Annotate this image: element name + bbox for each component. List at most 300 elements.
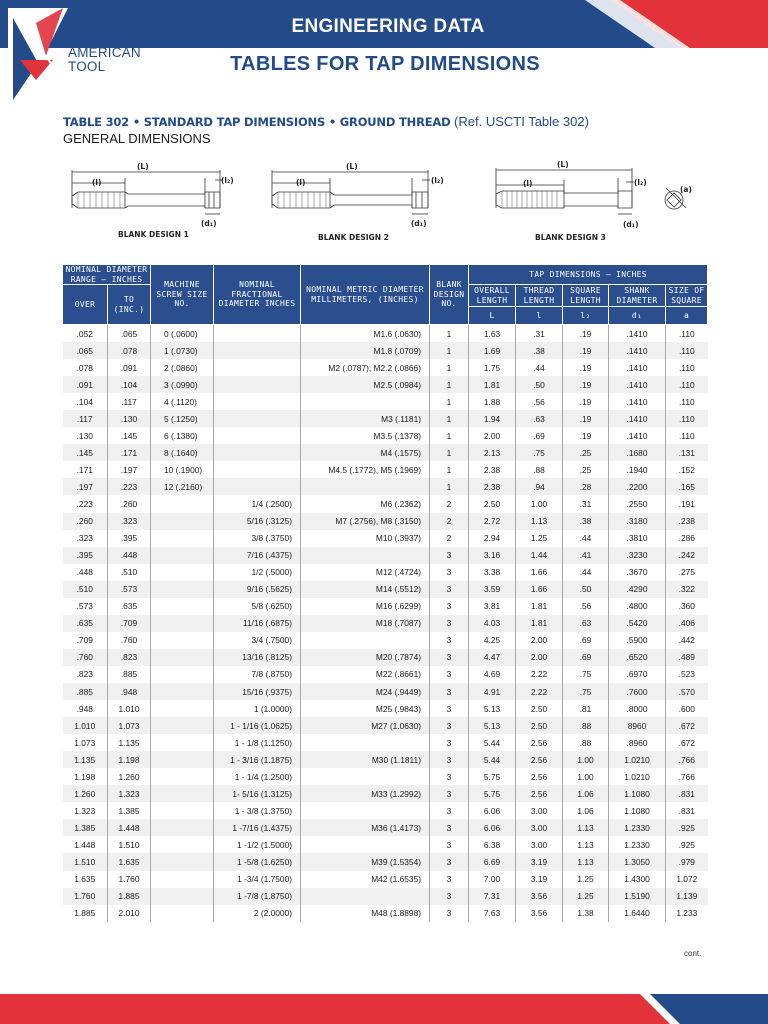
cell-square-size: .766 [666, 751, 708, 768]
dim-d1: (d₁) [411, 219, 427, 228]
cell-blank-design: 1 [430, 410, 469, 427]
cell-thread-length: 3.19 [516, 871, 563, 888]
cell-blank-design: 1 [430, 393, 469, 410]
header-machine-screw: MACHINE SCREW SIZE NO. [151, 265, 214, 325]
cell-square-length: .75 [563, 666, 609, 683]
cell-shank-diameter: .2550 [609, 495, 666, 512]
cell-metric: M27 (1.0630) [301, 717, 430, 734]
cell-shank-diameter: .1680 [609, 444, 666, 461]
cell-thread-length: 1.66 [516, 564, 563, 581]
cell-to: 1.073 [108, 717, 151, 734]
footer-band [0, 994, 768, 1024]
cell-thread-length: 1.25 [516, 530, 563, 547]
cell-metric: M36 (1.4173) [301, 819, 430, 836]
cell-fractional: 1 -1/2 (1.5000) [214, 836, 301, 853]
cell-blank-design: 3 [430, 632, 469, 649]
cell-blank-design: 3 [430, 683, 469, 700]
cell-square-length: 1.13 [563, 836, 609, 853]
cell-fractional: 15/16 (.9375) [214, 683, 301, 700]
cell-metric: M39 (1.5354) [301, 853, 430, 870]
cell-to: 1.885 [108, 888, 151, 905]
table-row [63, 905, 708, 922]
cell-over: .760 [63, 649, 108, 666]
cell-metric: M6 (.2362) [301, 495, 430, 512]
cell-metric: M2.5 (.0984) [301, 376, 430, 393]
dim-l: (l) [523, 179, 533, 188]
brand-line-1: NORTH [68, 31, 117, 46]
cell-blank-design: 2 [430, 530, 469, 547]
cell-shank-diameter: .1410 [609, 325, 666, 343]
table-row [63, 564, 708, 581]
tap-drawing-1-icon [64, 158, 244, 233]
cell-screw-size [151, 513, 214, 530]
subheading: GENERAL DIMENSIONS [63, 131, 211, 146]
cell-shank-diameter: .3230 [609, 547, 666, 564]
table-heading-title: TABLE 302 • STANDARD TAP DIMENSIONS • GROUND THREAD [63, 115, 451, 129]
cell-screw-size: 0 (.0600) [151, 325, 214, 343]
cell-square-size: .110 [666, 393, 708, 410]
table-row [63, 376, 708, 393]
cell-square-size: .831 [666, 802, 708, 819]
table-row [63, 598, 708, 615]
cell-overall-length: 1.88 [469, 393, 516, 410]
cell-shank-diameter: 1.0210 [609, 751, 666, 768]
cell-overall-length: 4.91 [469, 683, 516, 700]
cell-fractional: 1 (1.0000) [214, 700, 301, 717]
dim-L: (L) [557, 160, 569, 169]
cell-blank-design: 1 [430, 325, 469, 343]
brand-line-3: TOOL [68, 59, 106, 74]
cell-to: .760 [108, 632, 151, 649]
cell-thread-length: 3.56 [516, 905, 563, 922]
cell-to: 1.448 [108, 819, 151, 836]
cell-over: 1.073 [74, 737, 96, 748]
cell-to: 1.323 [108, 785, 151, 802]
cell-metric: M30 (1.1811) [301, 751, 430, 768]
dim-l2: (l₂) [431, 176, 444, 185]
cell-to: .260 [108, 495, 151, 512]
cell-square-length: 1.25 [563, 888, 609, 905]
cell-fractional: 1- 5/16 (1.3125) [214, 785, 301, 802]
cell-shank-diameter: .6970 [609, 666, 666, 683]
cell-to: 1.510 [108, 836, 151, 853]
cell-square-length: 1.00 [563, 768, 609, 785]
cell-square-length: .25 [563, 461, 609, 478]
cell-over: .323 [76, 533, 93, 544]
cell-over: .885 [63, 683, 108, 700]
cell-fractional: 1 - 1/8 (1.1250) [214, 734, 301, 751]
table-row [63, 632, 708, 649]
cell-over: .395 [63, 547, 108, 564]
cell-overall-length: 4.25 [469, 632, 516, 649]
drawing-label: BLANK DESIGN 2 [318, 233, 389, 242]
cell-square-length: .44 [563, 564, 609, 581]
cell-thread-length: .44 [516, 359, 563, 376]
cell-square-size: .406 [666, 615, 708, 632]
cell-square-length: .25 [563, 444, 609, 461]
tap-drawing-3-icon [490, 158, 700, 233]
table-row [63, 666, 708, 683]
cell-square-size: .442 [666, 632, 708, 649]
cell-blank-design: 3 [430, 564, 469, 581]
table-row [63, 427, 708, 444]
cell-square-length: .50 [563, 581, 609, 598]
cell-shank-diameter: 1.3050 [609, 853, 666, 870]
table-row [63, 751, 708, 768]
cell-square-size: .238 [666, 513, 708, 530]
cell-thread-length: 3.19 [516, 853, 563, 870]
cell-over: .065 [63, 342, 108, 359]
cell-shank-diameter: .8000 [609, 700, 666, 717]
cell-over: .260 [63, 513, 108, 530]
cell-square-size: .322 [666, 581, 708, 598]
cell-overall-length: 2.38 [469, 461, 516, 478]
dim-a: (a) [680, 185, 692, 194]
cell-metric: M14 (.5512) [301, 581, 430, 598]
cell-shank-diameter: 1.2330 [609, 836, 666, 853]
cell-square-length: .19 [563, 325, 609, 343]
cell-screw-size [151, 853, 214, 870]
cell-square-length: 1.06 [563, 785, 609, 802]
table-row [63, 649, 708, 666]
cell-to: .885 [108, 666, 151, 683]
cell-screw-size [151, 785, 214, 802]
cell-thread-length: 1.81 [516, 615, 563, 632]
cell-screw-size [151, 581, 214, 598]
cell-square-length: .28 [563, 478, 609, 495]
cell-overall-length: 1.63 [469, 325, 516, 343]
cell-shank-diameter: .4290 [609, 581, 666, 598]
cell-to: 2.010 [108, 905, 151, 922]
cell-overall-length: 2.50 [469, 495, 516, 512]
cell-metric [301, 802, 430, 819]
cell-overall-length: 4.03 [469, 615, 516, 632]
cell-fractional: 2 (2.0000) [214, 905, 301, 922]
cell-thread-length: 2.00 [516, 649, 563, 666]
blank-design-2-drawing [266, 158, 456, 248]
cell-shank-diameter: .1410 [609, 393, 666, 410]
cell-screw-size [151, 819, 214, 836]
cell-to: 1.198 [108, 751, 151, 768]
dim-d1: (d₁) [623, 220, 639, 229]
cell-square-length: .56 [563, 598, 609, 615]
cell-screw-size [151, 547, 214, 564]
cell-square-size: .360 [666, 598, 708, 615]
cell-shank-diameter: .1410 [609, 342, 666, 359]
cell-over: 1.010 [63, 717, 108, 734]
cell-square-length: .88 [563, 734, 609, 751]
cell-thread-length: 1.81 [516, 598, 563, 615]
cell-square-size: .110 [666, 359, 708, 376]
cell-shank-diameter: .3670 [609, 564, 666, 581]
cell-overall-length: 5.13 [469, 717, 516, 734]
cell-to: .395 [108, 530, 151, 547]
cell-square-size: .165 [666, 478, 708, 495]
cell-to: .323 [108, 513, 151, 530]
cell-thread-length: 3.00 [516, 836, 563, 853]
cell-thread-length: .75 [516, 444, 563, 461]
cell-shank-diameter: .8960 [609, 734, 666, 751]
table-row [63, 819, 708, 836]
page-title: TABLES FOR TAP DIMENSIONS [230, 53, 540, 75]
cell-metric: M33 (1.2992) [301, 785, 430, 802]
cell-thread-length: 3.00 [516, 819, 563, 836]
cell-metric [301, 768, 430, 785]
cell-blank-design: 3 [430, 888, 469, 905]
cell-over: .052 [76, 328, 93, 339]
cell-over: 1.385 [63, 819, 108, 836]
cell-fractional: 1 - 3/16 (1.1875) [214, 751, 301, 768]
cell-over: .145 [63, 444, 108, 461]
table-heading-ref: (Ref. USCTI Table 302) [454, 114, 589, 129]
cell-over: 1.135 [63, 751, 108, 768]
cell-to: .091 [108, 359, 151, 376]
cell-shank-diameter: .1410 [609, 410, 666, 427]
cell-blank-design: 3 [430, 547, 469, 564]
cell-shank-diameter: 8960 [609, 717, 666, 734]
cell-fractional: 7/8 (.8750) [214, 666, 301, 683]
cell-thread-length: 2.56 [516, 751, 563, 768]
dim-l2: (l₂) [221, 176, 234, 185]
cell-to: 1.260 [108, 768, 151, 785]
cell-square-length: .69 [563, 632, 609, 649]
cell-fractional: 1/2 (.5000) [214, 564, 301, 581]
cell-screw-size: 8 (.1640) [151, 444, 214, 461]
table-row [63, 547, 708, 564]
cell-screw-size [151, 734, 214, 751]
cell-overall-length: 2.13 [469, 444, 516, 461]
cell-screw-size [151, 700, 214, 717]
header-to: TO (INC.) [108, 285, 151, 325]
table-row [63, 802, 708, 819]
cell-shank-diameter: .1940 [609, 461, 666, 478]
table-row [63, 853, 708, 870]
cell-over: 1.760 [63, 888, 108, 905]
cell-over: .117 [63, 410, 108, 427]
cell-over: 1.885 [74, 908, 96, 919]
cell-square-length: .38 [563, 513, 609, 530]
cell-metric: M42 (1.6535) [301, 871, 430, 888]
cell-overall-length: 1.81 [469, 376, 516, 393]
cell-square-length: 1.25 [563, 871, 609, 888]
cell-screw-size [151, 615, 214, 632]
cell-blank-design: 3 [430, 785, 469, 802]
cell-metric: M3 (.1181) [301, 410, 430, 427]
table-row [63, 888, 708, 905]
cell-square-size: .131 [666, 444, 708, 461]
cell-overall-length: 2.38 [469, 478, 516, 495]
header-metric: NOMINAL METRIC DIAMETER MILLIMETERS, (INCHES) [301, 265, 430, 325]
cell-screw-size: 6 (.1380) [151, 427, 214, 444]
cell-shank-diameter: .5420 [609, 615, 666, 632]
cell-overall-length: 4.47 [469, 649, 516, 666]
cell-over: .573 [76, 601, 93, 612]
cell-thread-length: .31 [516, 325, 563, 343]
cell-overall-length: 7.63 [469, 905, 516, 922]
cell-to: .065 [108, 325, 151, 343]
cell-over: .510 [63, 581, 108, 598]
cell-fractional: 1 - 1/16 (1.0625) [214, 717, 301, 734]
cell-square-length: .41 [563, 547, 609, 564]
cell-thread-length: .94 [516, 478, 563, 495]
cell-metric: M4 (.1575) [301, 444, 430, 461]
table-row [63, 495, 708, 512]
cell-square-length: .19 [563, 393, 609, 410]
cell-screw-size [151, 632, 214, 649]
cell-blank-design: 2 [430, 513, 469, 530]
cell-overall-length: 5.13 [469, 700, 516, 717]
cell-over: .104 [76, 396, 93, 407]
cell-shank-diameter: 1.5190 [609, 888, 666, 905]
cell-fractional: 11/16 (.6875) [214, 615, 301, 632]
table-row [63, 615, 708, 632]
table-row [63, 683, 708, 700]
cell-over: .223 [76, 498, 93, 509]
cell-square-size: .489 [666, 649, 708, 666]
cell-blank-design: 1 [430, 478, 469, 495]
cell-blank-design: 1 [430, 461, 469, 478]
cell-square-size: .600 [666, 700, 708, 717]
table-row [63, 836, 708, 853]
cell-to: 1.010 [108, 700, 151, 717]
cell-shank-diameter: .3180 [609, 513, 666, 530]
cell-screw-size [151, 649, 214, 666]
cell-square-length: .81 [563, 700, 609, 717]
table-row [63, 513, 708, 530]
cell-square-size: .925 [666, 836, 708, 853]
dim-d1: (d₁) [201, 219, 217, 228]
cell-square-size: .110 [666, 342, 708, 359]
cell-screw-size [151, 888, 214, 905]
header-overall-length-symbol: L [469, 307, 516, 325]
cell-square-size: .152 [666, 461, 708, 478]
cell-thread-length: 1.00 [516, 495, 563, 512]
cell-thread-length: 2.56 [516, 785, 563, 802]
cell-overall-length: 7.31 [469, 888, 516, 905]
cell-to: 1.135 [108, 734, 151, 751]
cell-blank-design: 1 [430, 427, 469, 444]
cell-fractional [214, 325, 301, 343]
cell-shank-diameter: 1.6440 [609, 905, 666, 922]
cell-shank-diameter: .4800 [609, 598, 666, 615]
cell-square-size: 1.072 [666, 871, 708, 888]
table-row [63, 871, 708, 888]
cell-blank-design: 3 [430, 871, 469, 888]
cell-over: .635 [63, 615, 108, 632]
cell-overall-length: 1.94 [469, 410, 516, 427]
cell-fractional: 5/8 (.6250) [214, 598, 301, 615]
cell-fractional [214, 359, 301, 376]
cell-blank-design: 1 [430, 342, 469, 359]
cell-metric: M1.6 (.0630) [301, 325, 430, 343]
tap-dimensions-table [62, 264, 708, 922]
cell-square-size: 1.233 [666, 905, 708, 922]
cell-metric [301, 836, 430, 853]
cell-screw-size [151, 802, 214, 819]
cell-blank-design: 3 [430, 836, 469, 853]
company-name [68, 32, 141, 74]
blank-design-1-drawing [64, 158, 244, 248]
cell-square-length: .19 [563, 342, 609, 359]
table-row [63, 530, 708, 547]
cell-square-length: 1.38 [563, 905, 609, 922]
cell-fractional: 1 -7/8 (1.8750) [214, 888, 301, 905]
cell-fractional [214, 461, 301, 478]
cell-screw-size [151, 495, 214, 512]
cell-metric: M16 (.6299) [301, 598, 430, 615]
cell-square-size: .979 [666, 853, 708, 870]
cell-metric: M10 (.3937) [301, 530, 430, 547]
cell-over: .823 [76, 669, 93, 680]
cell-screw-size [151, 717, 214, 734]
table-row [63, 768, 708, 785]
cell-over: 1.635 [74, 874, 96, 885]
cell-square-length: .88 [563, 717, 609, 734]
header-nominal-range: NOMINAL DIAMETER RANGE – INCHES [63, 265, 151, 285]
cell-screw-size [151, 666, 214, 683]
cell-to: .104 [108, 376, 151, 393]
cell-thread-length: 1.66 [516, 581, 563, 598]
cell-screw-size [151, 751, 214, 768]
cell-square-size: .275 [666, 564, 708, 581]
tap-drawing-2-icon [266, 158, 456, 233]
cell-over: 1.260 [63, 785, 108, 802]
table-row [63, 461, 708, 478]
cell-fractional [214, 393, 301, 410]
cell-screw-size [151, 871, 214, 888]
cell-to: 1.635 [108, 853, 151, 870]
cell-square-size: .110 [666, 410, 708, 427]
cell-blank-design: 3 [430, 905, 469, 922]
cell-screw-size [151, 905, 214, 922]
cell-to: 1.760 [108, 871, 151, 888]
cell-thread-length: .50 [516, 376, 563, 393]
cell-square-size: 1.139 [666, 888, 708, 905]
cell-overall-length: 1.69 [469, 342, 516, 359]
cell-screw-size: 3 (.0990) [151, 376, 214, 393]
cell-fractional: 9/16 (.5625) [214, 581, 301, 598]
cell-thread-length: 3.56 [516, 888, 563, 905]
cell-overall-length: 4.69 [469, 666, 516, 683]
cell-square-size: .110 [666, 427, 708, 444]
cell-over: .448 [76, 567, 93, 578]
dim-l: (l) [92, 178, 102, 187]
table-row [63, 785, 708, 802]
cell-metric [301, 393, 430, 410]
cell-blank-design: 3 [430, 819, 469, 836]
table-row [63, 581, 708, 598]
cell-to: .448 [108, 547, 151, 564]
cell-square-length: .63 [563, 615, 609, 632]
cell-shank-diameter: .5900 [609, 632, 666, 649]
cell-to: .573 [108, 581, 151, 598]
cell-to: .117 [108, 393, 151, 410]
cell-to: .078 [108, 342, 151, 359]
cell-square-length: .44 [563, 530, 609, 547]
cell-screw-size [151, 598, 214, 615]
table-row [63, 325, 708, 343]
header-square-size: SIZE OF SQUARE [666, 285, 708, 307]
cell-square-size: .925 [666, 819, 708, 836]
cell-screw-size [151, 683, 214, 700]
cell-overall-length: 5.44 [469, 751, 516, 768]
cell-fractional: 1 -3/4 (1.7500) [214, 871, 301, 888]
cell-metric: M25 (.9843) [301, 700, 430, 717]
cell-blank-design: 3 [430, 717, 469, 734]
cell-blank-design: 1 [430, 376, 469, 393]
cell-screw-size: 4 (.1120) [151, 393, 214, 410]
cell-blank-design: 3 [430, 853, 469, 870]
